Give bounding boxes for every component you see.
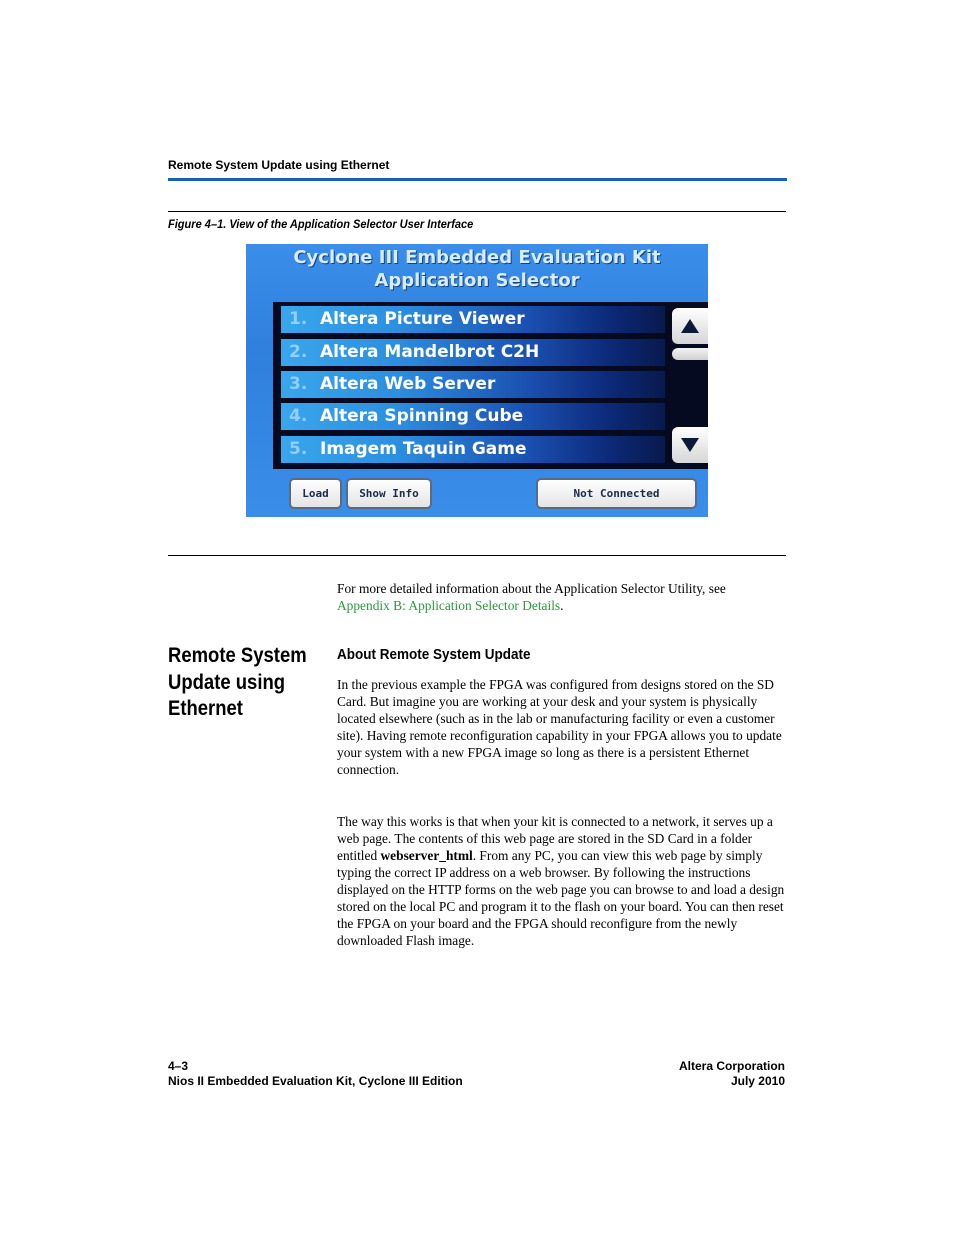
folder-name: webserver_html <box>380 848 473 863</box>
list-item-label: Altera Spinning Cube <box>320 406 524 426</box>
header-rule <box>168 178 787 181</box>
section-heading <box>168 643 318 723</box>
figure-rule-bottom <box>168 555 786 556</box>
triangle-up-icon <box>681 319 699 333</box>
list-item-number: 4. <box>289 406 308 426</box>
section-heading-line-1: Remote System <box>168 644 307 667</box>
app-title-line-1: Cyclone III Embedded Evaluation Kit <box>293 247 661 268</box>
section-heading-line-2: Update using <box>168 670 286 694</box>
scroll-up-button[interactable] <box>672 308 708 344</box>
list-item-label: Altera Mandelbrot C2H <box>320 342 540 362</box>
list-item-mandelbrot[interactable] <box>281 339 665 366</box>
list-item-label: Imagem Taquin Game <box>320 439 527 459</box>
show-info-button[interactable]: Show Info <box>346 478 432 509</box>
intro-end: . <box>560 598 564 613</box>
intro-paragraph <box>337 580 787 614</box>
app-title <box>246 246 708 292</box>
appendix-link[interactable]: Appendix B: Application Selector Details <box>337 598 561 613</box>
paragraph-2-end: . From any PC, you can view this web page by simply typing the correct IP address on a web browser. By following the instructions displayed on the HTTP forms on the web page you can browse to and load a design stored on the local PC and program it to the flash on your board. You can then reset the FPGA on your board and the FPGA should reconfigure from the newly downloaded Flash image. <box>337 848 785 948</box>
app-title-line-2: Application Selector <box>374 270 580 291</box>
paragraph-1: In the previous example the FPGA was configured from designs stored on the SD Card. But imagine you are working at your desk and your system is physically located elsewhere (such as in the lab or manufacturing facility or even a customer site). Having remote reconfiguration capability in your FPGA allows you to update your system with a new FPGA image so long as there is a persistent Ethernet connection. <box>337 677 782 777</box>
paragraph-2-start: The way this works is that when your kit is connected to a network, it serves up a web page. The contents of this web page are stored in the SD Card in a folder entitled <box>337 814 773 863</box>
paragraph-2 <box>337 813 787 949</box>
application-list <box>273 302 708 469</box>
list-item-picture-viewer[interactable] <box>281 306 665 333</box>
scrollbar-thumb[interactable] <box>672 348 708 360</box>
intro-text: For more detailed information about the Application Selector Utility, see <box>337 581 726 596</box>
list-item-number: 1. <box>289 309 308 329</box>
company-name: Altera Corporation <box>678 1059 785 1073</box>
page-number: 4–3 <box>168 1059 189 1073</box>
list-item-label: Altera Picture Viewer <box>320 309 525 329</box>
list-item-number: 3. <box>289 374 308 394</box>
list-item-number: 2. <box>289 342 308 362</box>
triangle-down-icon <box>681 438 699 452</box>
load-button[interactable]: Load <box>289 478 342 509</box>
list-item-web-server[interactable] <box>281 371 665 398</box>
application-selector-screenshot <box>246 244 708 517</box>
section-heading-line-3: Ethernet <box>168 697 243 720</box>
figure-rule-top <box>168 211 786 212</box>
running-header: Remote System Update using Ethernet <box>168 158 390 172</box>
list-item-number: 5. <box>289 439 308 459</box>
publication-date: July 2010 <box>730 1074 785 1088</box>
book-title: Nios II Embedded Evaluation Kit, Cyclone III Edition <box>168 1074 463 1088</box>
figure-caption: Figure 4–1. View of the Application Selector User Interface <box>168 217 474 231</box>
list-item-taquin-game[interactable] <box>281 436 665 463</box>
list-item-spinning-cube[interactable] <box>281 403 665 430</box>
footer-right <box>600 1059 785 1089</box>
list-item-label: Altera Web Server <box>320 374 496 394</box>
footer-left <box>168 1059 463 1089</box>
connection-status-button[interactable]: Not Connected <box>536 478 697 509</box>
scroll-down-button[interactable] <box>672 427 708 463</box>
subsection-heading: About Remote System Update <box>337 646 531 663</box>
